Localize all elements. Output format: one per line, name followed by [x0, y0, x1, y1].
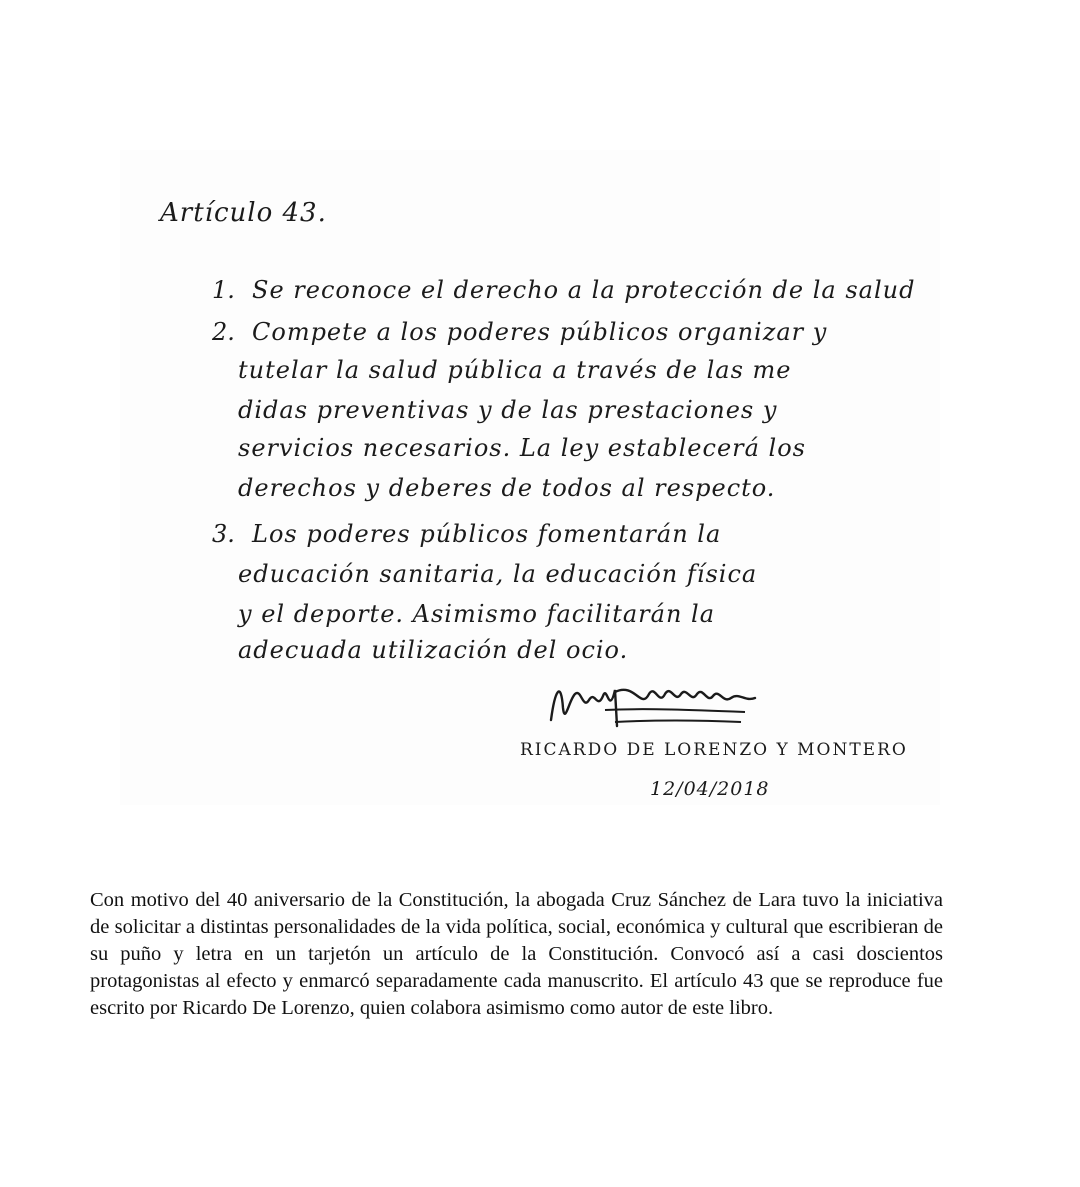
item-number: 2. [212, 318, 235, 346]
item-number: 1. [212, 276, 235, 304]
signer-name: RICARDO DE LORENZO Y MONTERO [520, 740, 908, 760]
manuscript-line: adecuada utilización del ocio. [238, 636, 629, 664]
manuscript-line: Compete a los poderes públicos organizar y [252, 318, 828, 346]
manuscript-title: Artículo 43. [160, 198, 327, 228]
signature-scribble [545, 670, 775, 740]
manuscript-line: servicios necesarios. La ley establecerá los [238, 434, 806, 462]
handwritten-manuscript [120, 150, 940, 805]
manuscript-line: y el deporte. Asimismo facilitarán la [238, 600, 716, 628]
manuscript-line: Los poderes públicos fomentarán la [252, 520, 722, 548]
manuscript-line: educación sanitaria, la educación física [238, 560, 758, 588]
manuscript-line: derechos y deberes de todos al respecto. [238, 474, 776, 502]
caption-paragraph: Con motivo del 40 aniversario de la Constitución, la abogada Cruz Sánchez de Lara tuvo la iniciativa de solicitar a distintas personalidades de la vida política, social, económica y cultural que escribieran de su puño y letra en un tarjetón un artículo de la Constitución. Convocó así a casi doscientos protagonistas al efecto y enmarcó separadamente cada manuscrito. El artículo 43 que se reproduce fue escrito por Ricardo De Lorenzo, quien colabora asimismo como autor de este libro. [90, 888, 943, 1020]
manuscript-line: didas preventivas y de las prestaciones y [238, 396, 778, 424]
item-number: 3. [212, 520, 235, 548]
manuscript-line: Se reconoce el derecho a la protección de la salud [252, 276, 916, 304]
signature-date: 12/04/2018 [650, 778, 770, 800]
manuscript-line: tutelar la salud pública a través de las me [238, 356, 792, 384]
